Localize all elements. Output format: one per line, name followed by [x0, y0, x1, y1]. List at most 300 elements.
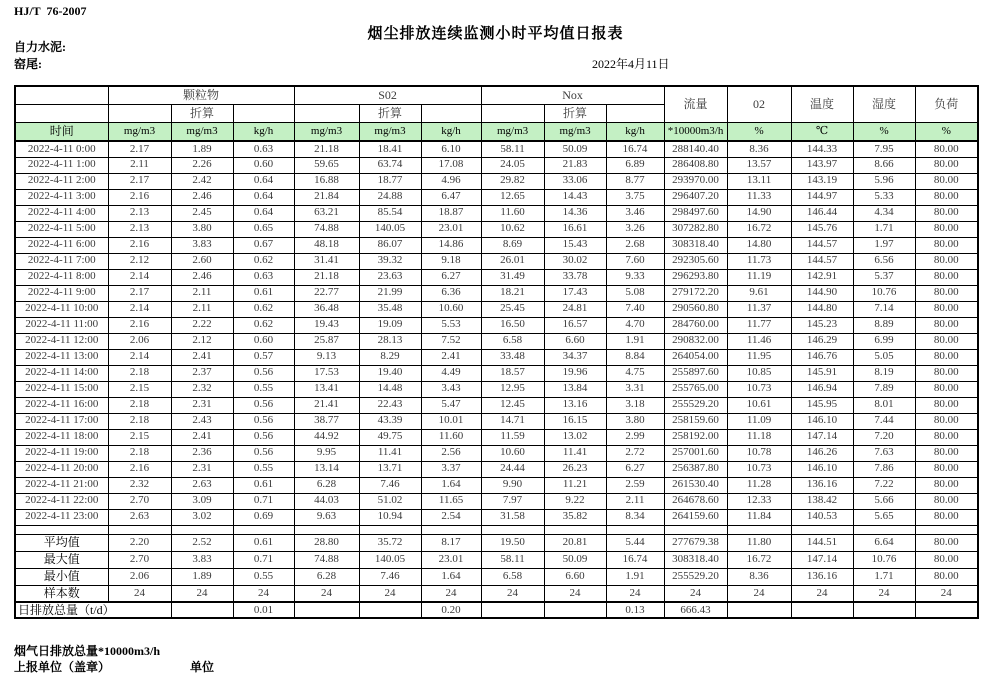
value-cell: 9.18 [421, 253, 481, 269]
value-cell: 17.53 [294, 365, 359, 381]
value-cell: 6.28 [294, 477, 359, 493]
value-cell: 7.89 [853, 381, 915, 397]
value-cell: 147.14 [791, 429, 853, 445]
value-cell: 308318.40 [664, 237, 727, 253]
value-cell: 2.41 [171, 429, 233, 445]
value-cell: 2.22 [171, 317, 233, 333]
unit-cell: % [727, 122, 791, 141]
value-cell: 6.28 [294, 568, 359, 585]
value-cell: 2.63 [171, 477, 233, 493]
header-converted-so2: 折算 [359, 104, 421, 122]
data-row [15, 333, 978, 349]
value-cell: 2.70 [108, 551, 171, 568]
value-cell: 2.36 [171, 445, 233, 461]
header-humidity: 湿度 [853, 86, 915, 122]
value-cell: 2.17 [108, 173, 171, 189]
value-cell: 11.80 [727, 534, 791, 551]
value-cell: 1.91 [606, 568, 664, 585]
value-cell: 49.75 [359, 429, 421, 445]
value-cell: 142.91 [791, 269, 853, 285]
value-cell: 11.84 [727, 509, 791, 525]
value-cell: 8.19 [853, 365, 915, 381]
value-cell: 24 [421, 585, 481, 602]
value-cell: 19.43 [294, 317, 359, 333]
value-cell [915, 602, 978, 618]
data-row [15, 205, 978, 221]
value-cell: 50.09 [544, 551, 606, 568]
value-cell: 10.85 [727, 365, 791, 381]
value-cell: 3.37 [421, 461, 481, 477]
value-cell: 31.41 [294, 253, 359, 269]
value-cell: 3.80 [606, 413, 664, 429]
value-cell: 80.00 [915, 429, 978, 445]
value-cell: 8.84 [606, 349, 664, 365]
value-cell: 144.57 [791, 253, 853, 269]
value-cell: 4.75 [606, 365, 664, 381]
time-cell: 2022-4-11 14:00 [15, 365, 108, 381]
value-cell: 16.72 [727, 221, 791, 237]
blank-cell [421, 104, 481, 122]
value-cell: 2.32 [171, 381, 233, 397]
value-cell: 136.16 [791, 568, 853, 585]
data-row [15, 141, 978, 157]
value-cell: 144.90 [791, 285, 853, 301]
value-cell: 2.37 [171, 365, 233, 381]
value-cell: 13.41 [294, 381, 359, 397]
data-row [15, 397, 978, 413]
value-cell: 256387.80 [664, 461, 727, 477]
value-cell: 21.84 [294, 189, 359, 205]
value-cell: 0.55 [233, 461, 294, 477]
value-cell: 10.60 [421, 301, 481, 317]
value-cell: 59.65 [294, 157, 359, 173]
value-cell: 1.89 [171, 568, 233, 585]
data-row [15, 317, 978, 333]
value-cell: 7.52 [421, 333, 481, 349]
value-cell: 2.18 [108, 413, 171, 429]
value-cell: 0.20 [421, 602, 481, 618]
value-cell: 261530.40 [664, 477, 727, 493]
unit-cell: % [853, 122, 915, 141]
value-cell: 35.48 [359, 301, 421, 317]
value-cell: 13.71 [359, 461, 421, 477]
value-cell: 10.76 [853, 551, 915, 568]
spacer-row [15, 525, 978, 534]
value-cell: 24.88 [359, 189, 421, 205]
unit-cell: kg/h [606, 122, 664, 141]
value-cell: 85.54 [359, 205, 421, 221]
value-cell: 23.01 [421, 551, 481, 568]
value-cell: 5.96 [853, 173, 915, 189]
value-cell: 7.46 [359, 568, 421, 585]
blank-cell [108, 525, 171, 534]
value-cell: 255529.20 [664, 397, 727, 413]
value-cell: 144.33 [791, 141, 853, 157]
value-cell: 9.22 [544, 493, 606, 509]
unit-cell: % [915, 122, 978, 141]
value-cell: 290560.80 [664, 301, 727, 317]
value-cell: 2.42 [171, 173, 233, 189]
data-row [15, 381, 978, 397]
data-row [15, 413, 978, 429]
value-cell: 10.01 [421, 413, 481, 429]
time-cell: 2022-4-11 10:00 [15, 301, 108, 317]
value-cell: 296293.80 [664, 269, 727, 285]
summary-label: 最小值 [15, 568, 108, 585]
value-cell: 2.14 [108, 301, 171, 317]
value-cell: 16.15 [544, 413, 606, 429]
value-cell: 0.56 [233, 397, 294, 413]
value-cell: 7.95 [853, 141, 915, 157]
value-cell: 24 [294, 585, 359, 602]
value-cell: 34.37 [544, 349, 606, 365]
value-cell: 6.58 [481, 568, 544, 585]
value-cell: 2.52 [171, 534, 233, 551]
summary-label: 平均值 [15, 534, 108, 551]
value-cell: 8.66 [853, 157, 915, 173]
value-cell: 24 [915, 585, 978, 602]
value-cell: 2.11 [606, 493, 664, 509]
value-cell: 145.95 [791, 397, 853, 413]
value-cell: 19.50 [481, 534, 544, 551]
unit-cell: mg/m3 [481, 122, 544, 141]
data-row [15, 173, 978, 189]
value-cell: 6.64 [853, 534, 915, 551]
value-cell: 9.61 [727, 285, 791, 301]
value-cell: 5.53 [421, 317, 481, 333]
value-cell: 136.16 [791, 477, 853, 493]
value-cell: 10.94 [359, 509, 421, 525]
blank-cell [15, 86, 108, 104]
value-cell: 284760.00 [664, 317, 727, 333]
value-cell: 257001.60 [664, 445, 727, 461]
summary-label: 样本数 [15, 585, 108, 602]
value-cell: 0.62 [233, 317, 294, 333]
value-cell: 21.83 [544, 157, 606, 173]
value-cell: 2.12 [171, 333, 233, 349]
value-cell: 80.00 [915, 493, 978, 509]
value-cell: 24.81 [544, 301, 606, 317]
time-cell: 2022-4-11 12:00 [15, 333, 108, 349]
value-cell: 2.45 [171, 205, 233, 221]
value-cell: 2.16 [108, 237, 171, 253]
value-cell: 0.01 [233, 602, 294, 618]
header-converted-pm: 折算 [171, 104, 233, 122]
value-cell: 12.33 [727, 493, 791, 509]
value-cell: 80.00 [915, 413, 978, 429]
blank-cell [915, 525, 978, 534]
blank-cell [233, 104, 294, 122]
value-cell: 13.14 [294, 461, 359, 477]
value-cell: 140.05 [359, 221, 421, 237]
value-cell: 23.63 [359, 269, 421, 285]
time-cell: 2022-4-11 18:00 [15, 429, 108, 445]
value-cell: 286408.80 [664, 157, 727, 173]
value-cell: 80.00 [915, 349, 978, 365]
value-cell: 16.50 [481, 317, 544, 333]
value-cell: 6.27 [606, 461, 664, 477]
value-cell: 0.71 [233, 493, 294, 509]
value-cell: 14.90 [727, 205, 791, 221]
value-cell: 4.34 [853, 205, 915, 221]
value-cell: 279172.20 [664, 285, 727, 301]
value-cell: 146.26 [791, 445, 853, 461]
value-cell: 7.44 [853, 413, 915, 429]
value-cell: 258159.60 [664, 413, 727, 429]
value-cell: 8.01 [853, 397, 915, 413]
value-cell: 80.00 [915, 269, 978, 285]
time-cell: 2022-4-11 3:00 [15, 189, 108, 205]
value-cell: 11.41 [359, 445, 421, 461]
value-cell: 264678.60 [664, 493, 727, 509]
value-cell: 18.57 [481, 365, 544, 381]
value-cell: 1.64 [421, 477, 481, 493]
time-cell: 2022-4-11 2:00 [15, 173, 108, 189]
value-cell: 10.62 [481, 221, 544, 237]
value-cell: 1.91 [606, 333, 664, 349]
data-row [15, 365, 978, 381]
value-cell: 11.95 [727, 349, 791, 365]
blank-cell [294, 104, 359, 122]
value-cell: 277679.38 [664, 534, 727, 551]
value-cell: 25.45 [481, 301, 544, 317]
standard-number: HJ/T 76-2007 [14, 4, 87, 18]
value-cell: 146.10 [791, 461, 853, 477]
summary-row [15, 568, 978, 585]
value-cell: 144.80 [791, 301, 853, 317]
value-cell: 3.80 [171, 221, 233, 237]
value-cell: 5.65 [853, 509, 915, 525]
value-cell: 21.99 [359, 285, 421, 301]
blank-cell [15, 104, 108, 122]
value-cell: 2.15 [108, 429, 171, 445]
time-cell: 2022-4-11 8:00 [15, 269, 108, 285]
value-cell: 63.74 [359, 157, 421, 173]
value-cell: 290832.00 [664, 333, 727, 349]
value-cell: 3.75 [606, 189, 664, 205]
units-row [15, 122, 978, 141]
value-cell: 0.65 [233, 221, 294, 237]
flow-total-note: 烟气日排放总量*10000m3/h [14, 644, 161, 658]
value-cell: 255529.20 [664, 568, 727, 585]
time-cell: 2022-4-11 23:00 [15, 509, 108, 525]
value-cell: 2.46 [171, 189, 233, 205]
value-cell: 24 [171, 585, 233, 602]
value-cell: 80.00 [915, 509, 978, 525]
value-cell: 7.20 [853, 429, 915, 445]
blank-cell [359, 525, 421, 534]
value-cell: 7.46 [359, 477, 421, 493]
value-cell: 35.72 [359, 534, 421, 551]
value-cell: 5.47 [421, 397, 481, 413]
value-cell: 8.29 [359, 349, 421, 365]
value-cell: 2.17 [108, 141, 171, 157]
value-cell: 16.57 [544, 317, 606, 333]
value-cell: 2.11 [171, 285, 233, 301]
value-cell: 10.76 [853, 285, 915, 301]
value-cell: 8.36 [727, 568, 791, 585]
value-cell: 3.09 [171, 493, 233, 509]
value-cell: 0.60 [233, 333, 294, 349]
value-cell: 51.02 [359, 493, 421, 509]
data-row [15, 221, 978, 237]
value-cell: 11.37 [727, 301, 791, 317]
value-cell: 5.37 [853, 269, 915, 285]
value-cell: 26.23 [544, 461, 606, 477]
value-cell: 2.14 [108, 349, 171, 365]
value-cell: 7.97 [481, 493, 544, 509]
value-cell: 2.99 [606, 429, 664, 445]
value-cell: 2.63 [108, 509, 171, 525]
data-row [15, 237, 978, 253]
value-cell: 0.63 [233, 141, 294, 157]
value-cell: 13.02 [544, 429, 606, 445]
value-cell: 4.70 [606, 317, 664, 333]
value-cell: 18.41 [359, 141, 421, 157]
value-cell: 80.00 [915, 301, 978, 317]
value-cell: 58.11 [481, 551, 544, 568]
header-o2: 02 [727, 86, 791, 122]
unit-cell: mg/m3 [108, 122, 171, 141]
value-cell: 80.00 [915, 141, 978, 157]
value-cell: 80.00 [915, 365, 978, 381]
blank-cell [606, 525, 664, 534]
value-cell: 80.00 [915, 477, 978, 493]
value-cell: 39.32 [359, 253, 421, 269]
value-cell: 12.65 [481, 189, 544, 205]
value-cell: 11.60 [481, 205, 544, 221]
value-cell: 2.43 [171, 413, 233, 429]
time-cell: 2022-4-11 20:00 [15, 461, 108, 477]
value-cell: 30.02 [544, 253, 606, 269]
time-cell: 2022-4-11 19:00 [15, 445, 108, 461]
value-cell [727, 602, 791, 618]
blank-cell [791, 525, 853, 534]
blank-cell [108, 104, 171, 122]
value-cell: 80.00 [915, 461, 978, 477]
value-cell: 2.41 [421, 349, 481, 365]
time-cell: 2022-4-11 21:00 [15, 477, 108, 493]
value-cell: 16.88 [294, 173, 359, 189]
value-cell: 80.00 [915, 221, 978, 237]
summary-label: 最大值 [15, 551, 108, 568]
value-cell: 28.13 [359, 333, 421, 349]
value-cell: 80.00 [915, 253, 978, 269]
value-cell: 22.77 [294, 285, 359, 301]
unit-cell: mg/m3 [544, 122, 606, 141]
value-cell: 16.61 [544, 221, 606, 237]
time-cell: 2022-4-11 17:00 [15, 413, 108, 429]
value-cell: 80.00 [915, 317, 978, 333]
value-cell: 23.01 [421, 221, 481, 237]
value-cell: 2.26 [171, 157, 233, 173]
value-cell: 24 [481, 585, 544, 602]
report-date: 2022年4月11日 [592, 57, 670, 71]
time-cell: 2022-4-11 13:00 [15, 349, 108, 365]
data-row [15, 301, 978, 317]
unit-cell: mg/m3 [294, 122, 359, 141]
data-row [15, 285, 978, 301]
value-cell: 2.12 [108, 253, 171, 269]
time-cell: 2022-4-11 4:00 [15, 205, 108, 221]
time-cell: 2022-4-11 1:00 [15, 157, 108, 173]
value-cell: 13.57 [727, 157, 791, 173]
value-cell: 80.00 [915, 157, 978, 173]
value-cell: 44.92 [294, 429, 359, 445]
value-cell: 0.56 [233, 365, 294, 381]
value-cell: 2.41 [171, 349, 233, 365]
value-cell: 10.60 [481, 445, 544, 461]
value-cell: 2.31 [171, 397, 233, 413]
value-cell: 7.14 [853, 301, 915, 317]
value-cell: 292305.60 [664, 253, 727, 269]
value-cell: 14.86 [421, 237, 481, 253]
value-cell: 38.77 [294, 413, 359, 429]
value-cell: 9.95 [294, 445, 359, 461]
value-cell: 14.43 [544, 189, 606, 205]
blank-cell [544, 525, 606, 534]
blank-cell [606, 104, 664, 122]
value-cell: 24 [606, 585, 664, 602]
header-so2: S02 [294, 86, 481, 104]
table-head [15, 86, 978, 141]
value-cell: 2.13 [108, 221, 171, 237]
value-cell: 144.51 [791, 534, 853, 551]
header-load: 负荷 [915, 86, 978, 122]
report-table [14, 85, 979, 619]
value-cell: 144.97 [791, 189, 853, 205]
value-cell: 18.87 [421, 205, 481, 221]
value-cell: 145.91 [791, 365, 853, 381]
value-cell: 146.44 [791, 205, 853, 221]
value-cell: 21.41 [294, 397, 359, 413]
report-unit-label: 上报单位（盖章） [14, 660, 111, 673]
value-cell: 7.86 [853, 461, 915, 477]
value-cell: 80.00 [915, 397, 978, 413]
value-cell: 80.00 [915, 551, 978, 568]
value-cell: 74.88 [294, 551, 359, 568]
value-cell: 2.54 [421, 509, 481, 525]
value-cell: 86.07 [359, 237, 421, 253]
value-cell: 10.73 [727, 461, 791, 477]
value-cell: 17.43 [544, 285, 606, 301]
value-cell: 6.60 [544, 333, 606, 349]
value-cell: 13.16 [544, 397, 606, 413]
value-cell: 19.09 [359, 317, 421, 333]
value-cell: 14.71 [481, 413, 544, 429]
daily-total-label: 日排放总量（t/d） [15, 602, 171, 618]
value-cell: 6.89 [606, 157, 664, 173]
value-cell: 80.00 [915, 568, 978, 585]
value-cell: 9.90 [481, 477, 544, 493]
value-cell: 146.94 [791, 381, 853, 397]
value-cell: 2.16 [108, 189, 171, 205]
data-row [15, 253, 978, 269]
value-cell: 2.06 [108, 333, 171, 349]
value-cell: 2.11 [171, 301, 233, 317]
blank-cell [15, 525, 108, 534]
value-cell: 11.77 [727, 317, 791, 333]
value-cell: 0.64 [233, 173, 294, 189]
unit-cell: kg/h [421, 122, 481, 141]
value-cell: 7.60 [606, 253, 664, 269]
value-cell: 11.21 [544, 477, 606, 493]
value-cell: 11.19 [727, 269, 791, 285]
value-cell: 7.63 [853, 445, 915, 461]
value-cell: 19.40 [359, 365, 421, 381]
time-cell: 2022-4-11 6:00 [15, 237, 108, 253]
value-cell: 4.96 [421, 173, 481, 189]
